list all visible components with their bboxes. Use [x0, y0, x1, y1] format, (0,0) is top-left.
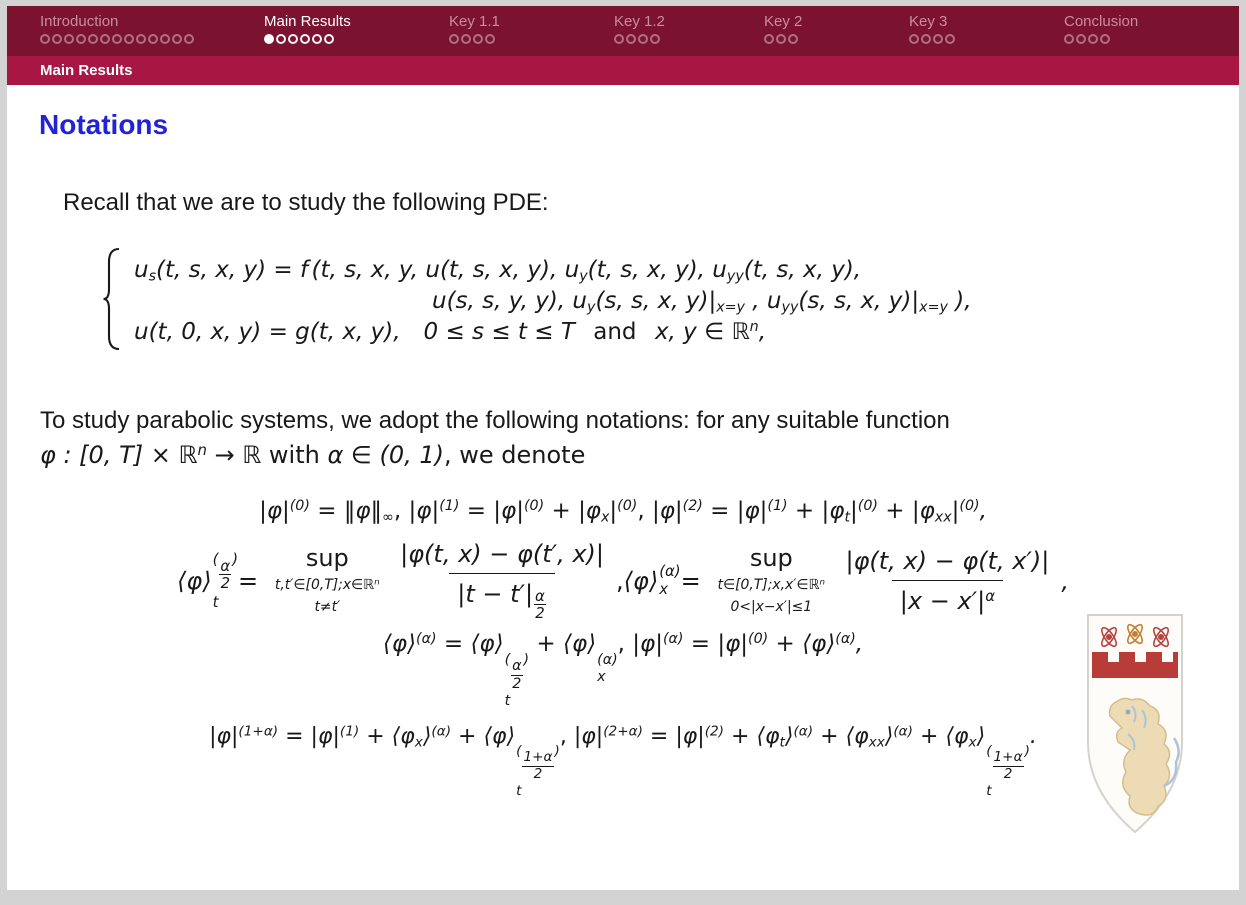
math-token: ⟨φ⟩	[563, 631, 597, 658]
nav-section-key-3[interactable]	[909, 6, 1064, 44]
math-token: |φ|	[209, 724, 239, 750]
math-token	[511, 659, 522, 691]
combined-seminorm-line	[7, 631, 1239, 708]
math-token	[505, 653, 530, 708]
math-token: ,	[637, 498, 652, 524]
nav-dot[interactable]	[614, 34, 624, 44]
slide-content	[7, 109, 1239, 798]
math-token: ,	[615, 566, 624, 595]
math-token	[793, 724, 813, 740]
math-token: |φ(t, x) − φ(t, x′)|	[845, 546, 1050, 575]
nav-dot[interactable]	[184, 34, 194, 44]
math-token: |φ(t, x) − φ(t′, x)|	[400, 540, 604, 568]
math-token: (α)	[659, 562, 681, 581]
nav-section-label[interactable]: Key 2	[764, 13, 803, 30]
math-token	[219, 556, 231, 593]
math-token: α ∈ (0, 1)	[319, 441, 444, 469]
math-token: ⟩	[976, 724, 986, 750]
math-token	[617, 498, 637, 514]
math-token	[986, 745, 1030, 798]
math-token	[597, 653, 618, 667]
math-token: (α)	[893, 723, 913, 740]
math-token	[993, 751, 1024, 781]
math-token: |x − x′|	[899, 586, 986, 615]
math-token	[416, 631, 437, 647]
nav-section-label[interactable]: Key 1.1	[449, 13, 500, 30]
math-token: ),	[947, 288, 972, 314]
math-token	[516, 745, 560, 781]
math-token: xx	[868, 734, 885, 751]
math-token: =	[642, 724, 676, 750]
math-token: (α)	[416, 631, 437, 648]
nav-slide-dots	[449, 34, 614, 44]
math-token: yy	[726, 268, 744, 285]
nav-section-label[interactable]: Conclusion	[1064, 13, 1139, 30]
math-token: |	[609, 498, 618, 524]
math-token	[212, 549, 239, 593]
math-token: 2	[1003, 766, 1013, 783]
nav-dot[interactable]	[461, 34, 471, 44]
math-token: +	[912, 724, 946, 750]
math-token: t,t′∈[0,T];x∈ℝⁿ	[274, 576, 380, 593]
math-token: n	[197, 440, 207, 459]
math-token: ⟩	[422, 724, 432, 750]
math-token: α	[535, 586, 545, 605]
math-token	[392, 540, 612, 621]
math-token: =	[238, 566, 259, 595]
norm-definitions-line	[7, 498, 1239, 524]
math-token: sup	[749, 544, 793, 573]
math-token: (α)	[431, 723, 452, 740]
nav-section-label[interactable]: Key 1.2	[614, 13, 665, 30]
nav-dot[interactable]	[1100, 34, 1110, 44]
math-token	[959, 498, 979, 514]
nav-dot[interactable]	[909, 34, 919, 44]
nav-slide-dots	[40, 34, 264, 44]
math-token: =	[680, 566, 701, 595]
math-token: t	[212, 592, 219, 611]
nav-dot[interactable]	[112, 34, 122, 44]
nav-dot[interactable]	[100, 34, 110, 44]
paragraph-line1: To study parabolic systems, we adopt the following notations: for any suitable function	[40, 407, 950, 434]
math-token: =	[309, 498, 344, 524]
math-token	[986, 782, 992, 799]
math-token: xx	[934, 509, 952, 526]
nav-dot[interactable]	[52, 34, 62, 44]
math-token: +	[359, 724, 392, 750]
math-token	[659, 564, 680, 579]
nav-section-key-2[interactable]	[764, 6, 909, 44]
math-token: (	[516, 743, 522, 760]
nav-section-key-1-1[interactable]	[449, 6, 614, 44]
math-token: =	[278, 724, 311, 750]
math-token	[522, 751, 553, 781]
math-token	[727, 269, 744, 285]
math-token	[382, 510, 394, 526]
math-token	[197, 441, 206, 459]
section-subtitle: Main Results	[40, 62, 133, 79]
math-token	[275, 545, 380, 616]
nav-dot[interactable]	[1088, 34, 1098, 44]
math-token: 2	[512, 675, 522, 692]
nav-dot[interactable]	[638, 34, 648, 44]
math-token	[415, 735, 423, 751]
math-token: t≠t′	[314, 599, 341, 615]
math-token: |φ|	[259, 498, 290, 524]
math-token: (t, s, x, y), u	[587, 257, 727, 283]
math-token: ,	[979, 498, 987, 524]
beamer-slide	[7, 6, 1239, 890]
math-token	[579, 269, 587, 285]
math-token: |	[951, 498, 960, 524]
math-token: |φ|	[573, 724, 604, 750]
math-token: α	[512, 658, 522, 675]
math-token: (	[212, 549, 219, 568]
math-token: (0)	[857, 498, 878, 515]
math-token: +	[813, 724, 846, 750]
math-token	[392, 540, 612, 573]
math-token	[659, 564, 680, 597]
pde-system	[102, 247, 1239, 356]
math-token: +	[529, 631, 564, 658]
nav-slide-dots	[614, 34, 764, 44]
pde-equation-line1	[134, 255, 972, 286]
notation-paragraph	[40, 404, 1239, 472]
math-token	[659, 582, 668, 597]
math-token	[835, 631, 856, 647]
math-token: )	[1024, 743, 1030, 760]
math-token: (1)	[439, 498, 460, 515]
math-token: x	[600, 509, 610, 526]
math-token: (2+α)	[603, 723, 643, 740]
math-token: 2	[535, 604, 545, 623]
math-token: (0)	[959, 498, 980, 515]
math-token: ⟨φ⟩	[483, 724, 516, 750]
math-token: ⟨φ	[756, 724, 780, 750]
nav-dot[interactable]	[300, 34, 310, 44]
math-token: ,	[617, 631, 633, 658]
math-token	[431, 724, 451, 740]
math-token: , u	[745, 288, 782, 314]
math-token	[663, 631, 684, 647]
math-token: ⟨φ⟩	[623, 566, 659, 595]
math-token	[212, 549, 239, 611]
math-token: +	[768, 631, 803, 658]
math-token	[893, 724, 913, 740]
math-token: |t − t′|	[457, 580, 534, 608]
nav-dot[interactable]	[312, 34, 322, 44]
math-token: x=y	[716, 299, 745, 316]
nav-dot[interactable]	[172, 34, 182, 44]
nav-dot[interactable]	[764, 34, 774, 44]
math-token: |φ	[911, 498, 935, 524]
nav-slide-dots	[264, 34, 449, 44]
math-token: α	[220, 556, 231, 575]
nav-dot[interactable]	[288, 34, 298, 44]
math-token: x	[968, 734, 977, 751]
math-token: (	[504, 651, 511, 668]
left-brace-icon	[102, 247, 122, 356]
math-token: ,	[1061, 566, 1069, 595]
math-token: +	[451, 724, 484, 750]
math-token: t∈[0,T];x,x′∈ℝⁿ	[717, 576, 826, 593]
math-token: t	[516, 782, 522, 799]
nav-dot[interactable]	[921, 34, 931, 44]
math-token: 1+α	[523, 749, 553, 766]
math-token: t	[779, 734, 785, 751]
math-token: |	[850, 498, 858, 524]
math-token: yy	[781, 299, 799, 316]
math-token: =	[436, 631, 471, 658]
math-token	[149, 269, 156, 285]
math-token	[935, 510, 952, 526]
nav-dot[interactable]	[40, 34, 50, 44]
math-token: (α)	[597, 651, 618, 668]
math-token	[683, 498, 703, 514]
math-token: (t, s, x, y),	[743, 257, 862, 283]
math-token: +	[787, 498, 822, 524]
math-token: |φ|	[493, 498, 524, 524]
math-token: (0)	[289, 498, 310, 515]
math-token: u(t, 0, x, y) = g(t, x, y),	[134, 319, 401, 345]
math-token	[524, 498, 544, 514]
nav-section-label[interactable]: Introduction	[40, 13, 119, 30]
math-token: (	[986, 743, 992, 760]
nav-dot[interactable]	[88, 34, 98, 44]
higher-order-norm-line	[7, 724, 1239, 798]
math-token: x, y ∈ ℝ	[654, 319, 750, 345]
math-token: ⟨φ	[845, 724, 869, 750]
intro-sentence: Recall that we are to study the following PDE:	[63, 189, 549, 216]
math-token	[748, 631, 768, 647]
math-token: ⟨φ⟩	[382, 631, 417, 658]
math-token: x=y	[919, 299, 948, 316]
math-token: (α)	[662, 631, 684, 648]
nav-dot-current[interactable]	[264, 34, 274, 44]
math-token: x	[659, 580, 668, 599]
math-token: (2)	[704, 723, 724, 740]
nav-dot[interactable]	[1064, 34, 1074, 44]
math-token: → ℝ	[206, 441, 269, 469]
math-token	[892, 580, 1003, 615]
math-token: ⟨φ⟩	[177, 566, 212, 595]
math-token	[449, 573, 555, 621]
paragraph-line2	[40, 438, 1239, 472]
math-token: .	[1029, 724, 1037, 750]
math-token: ,	[758, 319, 767, 345]
math-token: ⟨φ	[945, 724, 969, 750]
holder-seminorm-sup-line	[7, 540, 1239, 621]
math-token: ⟨φ⟩	[802, 631, 836, 658]
math-token	[837, 547, 1057, 615]
beamer-nav-bar	[7, 6, 1239, 56]
nav-dot[interactable]	[324, 34, 334, 44]
math-token: +	[544, 498, 579, 524]
math-token: )	[523, 651, 530, 668]
math-token	[534, 586, 546, 623]
nav-dot[interactable]	[473, 34, 483, 44]
math-token: 2	[220, 574, 231, 593]
math-token	[705, 724, 724, 740]
math-token: and	[593, 319, 637, 345]
math-token: +	[877, 498, 912, 524]
nav-dot[interactable]	[776, 34, 786, 44]
math-token: )	[554, 743, 560, 760]
nav-dot[interactable]	[1076, 34, 1086, 44]
frame-title: Notations	[39, 109, 169, 140]
math-token: |φ|	[408, 498, 440, 524]
math-token: t	[504, 692, 511, 709]
math-token: (α)	[793, 723, 814, 740]
nav-dot[interactable]	[945, 34, 955, 44]
math-token: x	[414, 734, 423, 751]
math-token: =	[459, 498, 494, 524]
math-token	[516, 782, 522, 799]
math-token: ,	[855, 631, 864, 658]
math-token: |φ|	[736, 498, 768, 524]
math-token: (α)	[835, 631, 856, 648]
math-token	[533, 580, 547, 623]
math-token: sup	[305, 544, 349, 573]
nav-section-label[interactable]: Main Results	[264, 13, 351, 30]
math-token: |φ|	[632, 631, 663, 658]
nav-section-label[interactable]: Key 3	[909, 13, 948, 30]
math-token: 0 ≤ s ≤ t ≤ T	[423, 319, 575, 345]
math-token: 0<|x−x′|≤1	[730, 599, 813, 615]
nav-dot[interactable]	[650, 34, 660, 44]
math-token	[505, 653, 530, 691]
math-token: ⟨φ	[391, 724, 415, 750]
math-token	[837, 547, 1057, 580]
nav-slide-dots	[764, 34, 909, 44]
math-token: (1)	[339, 723, 360, 740]
nav-dot[interactable]	[64, 34, 74, 44]
nav-dot[interactable]	[160, 34, 170, 44]
nav-dot[interactable]	[788, 34, 798, 44]
math-token: =	[683, 631, 718, 658]
math-token: (t, s, x, y) = f	[156, 257, 309, 283]
nav-dot[interactable]	[626, 34, 636, 44]
math-token: |φ|	[717, 631, 749, 658]
math-token	[597, 653, 618, 685]
math-token	[718, 545, 826, 616]
math-token	[290, 498, 310, 514]
math-token: )	[232, 549, 239, 568]
math-token	[750, 319, 759, 335]
math-token	[238, 724, 278, 740]
math-token: n	[749, 319, 759, 336]
math-token: ∞	[382, 509, 394, 526]
math-token	[716, 300, 745, 316]
math-token	[869, 735, 885, 751]
math-token: |φ	[821, 498, 845, 524]
math-token: |φ	[578, 498, 601, 524]
math-token: α	[985, 586, 996, 605]
math-token: t	[844, 509, 851, 526]
nav-section-main-results[interactable]	[264, 6, 449, 44]
math-token: 1+α	[993, 749, 1023, 766]
math-token	[340, 724, 359, 740]
pde-equation-line2	[134, 286, 972, 317]
math-token: u(s, s, y, y), u	[432, 288, 587, 314]
math-token	[858, 498, 878, 514]
math-token	[919, 300, 948, 316]
math-token: ⟩	[784, 724, 794, 750]
nav-section-introduction[interactable]	[7, 6, 264, 44]
nav-section-conclusion[interactable]	[1064, 6, 1239, 44]
math-token: (2)	[682, 498, 703, 515]
nav-dot[interactable]	[485, 34, 495, 44]
nav-dot[interactable]	[449, 34, 459, 44]
math-token: s	[148, 268, 157, 285]
nav-dot[interactable]	[124, 34, 134, 44]
nav-slide-dots	[909, 34, 1064, 44]
math-token: ,	[559, 724, 574, 750]
math-token: (s, s, x, y)|	[798, 288, 920, 314]
math-token: (1+α)	[238, 723, 279, 740]
math-token: =	[702, 498, 737, 524]
nav-dot[interactable]	[148, 34, 158, 44]
nav-section-key-1-2[interactable]	[614, 6, 764, 44]
math-token: y	[579, 268, 588, 285]
math-token: |φ|	[310, 724, 340, 750]
math-token: ,	[393, 498, 409, 524]
math-token: +	[724, 724, 757, 750]
math-token: u	[134, 257, 149, 283]
math-token: 2	[533, 766, 543, 783]
math-token: x	[597, 669, 606, 686]
math-token	[516, 745, 560, 798]
math-token	[767, 498, 787, 514]
math-token: (0)	[617, 498, 638, 515]
nav-dot[interactable]	[276, 34, 286, 44]
math-token: y	[587, 299, 596, 316]
section-subtitle-bar	[7, 56, 1239, 85]
math-token: (1)	[767, 498, 788, 515]
math-token	[212, 592, 219, 611]
nav-dot[interactable]	[933, 34, 943, 44]
math-token	[439, 498, 459, 514]
math-token	[985, 586, 995, 604]
nav-dot[interactable]	[136, 34, 146, 44]
math-token: (s, s, x, y)|	[595, 288, 717, 314]
math-token: (t, s, x, y, u(t, s, x, y), u	[311, 257, 580, 283]
math-token	[782, 300, 799, 316]
math-token: , we denote	[443, 441, 586, 469]
pde-equation-line3	[134, 317, 972, 348]
math-token: φ : [0, T] × ℝ	[40, 441, 198, 469]
nav-slide-dots	[1064, 34, 1239, 44]
math-token: ⟨φ⟩	[470, 631, 504, 658]
math-token	[603, 724, 643, 740]
math-token: (0)	[748, 631, 769, 648]
math-token	[986, 745, 1030, 781]
math-token: ⟩	[884, 724, 894, 750]
math-token	[597, 670, 605, 684]
math-token: with	[268, 441, 320, 469]
math-token: |φ|	[651, 498, 683, 524]
math-token: t	[986, 782, 992, 799]
math-token	[505, 694, 511, 708]
math-token: |φ|	[675, 724, 705, 750]
math-token: (0)	[523, 498, 545, 515]
nav-dot[interactable]	[76, 34, 86, 44]
math-token	[969, 735, 977, 751]
math-token: ‖φ‖	[343, 498, 383, 524]
